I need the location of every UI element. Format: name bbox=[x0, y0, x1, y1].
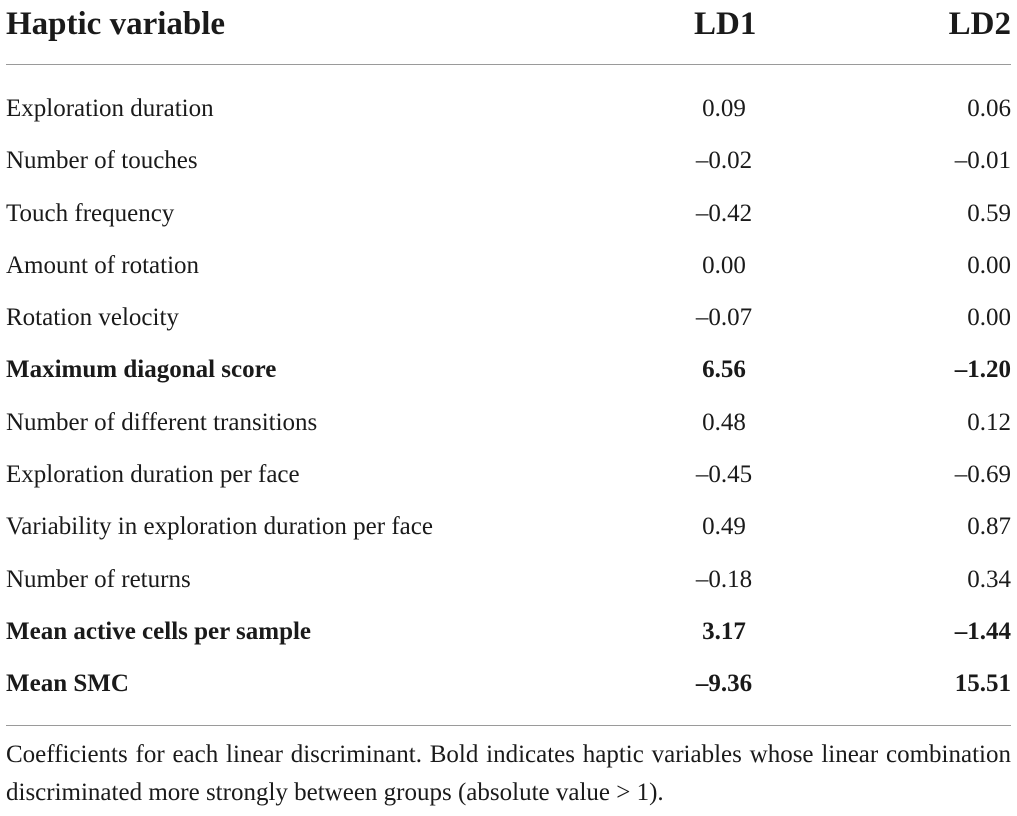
cell-ld2: 0.59 bbox=[967, 199, 1011, 227]
cell-ld1: 0.49 bbox=[702, 513, 746, 541]
cell-variable: Number of touches bbox=[6, 147, 198, 175]
cell-variable: Number of different transitions bbox=[6, 408, 318, 436]
cell-variable: Number of returns bbox=[6, 565, 191, 593]
cell-ld2: 0.12 bbox=[967, 408, 1011, 436]
cell-ld2: 0.00 bbox=[967, 304, 1011, 332]
table-row bbox=[6, 449, 1011, 501]
cell-ld1: –0.02 bbox=[695, 147, 753, 175]
cell-variable: Exploration duration bbox=[6, 95, 214, 122]
cell-ld2: –0.69 bbox=[954, 461, 1011, 489]
coefficient-table bbox=[6, 0, 1011, 812]
cell-ld1: –9.36 bbox=[695, 670, 753, 698]
table-row bbox=[6, 658, 1011, 710]
header-ld1: LD1 bbox=[694, 6, 757, 42]
table-row bbox=[6, 501, 1011, 553]
cell-variable: Mean SMC bbox=[6, 670, 129, 698]
table-row bbox=[6, 606, 1011, 658]
cell-variable: Variability in exploration duration per face bbox=[6, 513, 433, 541]
cell-ld1: 6.56 bbox=[702, 356, 746, 384]
cell-ld2: 15.51 bbox=[954, 670, 1011, 698]
cell-ld1: 0.00 bbox=[702, 251, 746, 279]
cell-ld2: –1.20 bbox=[954, 356, 1011, 384]
cell-ld2: 0.87 bbox=[967, 513, 1011, 541]
cell-ld2: –1.44 bbox=[954, 617, 1011, 645]
cell-ld1: –0.07 bbox=[695, 304, 753, 332]
table-row bbox=[6, 83, 1011, 135]
table-footnote: Coefficients for each linear discriminant. Bold indicates haptic variables whose linear combination discriminated more strongly between groups (absolute value > 1). bbox=[6, 740, 1011, 806]
table-row bbox=[6, 188, 1011, 240]
cell-ld1: 0.09 bbox=[702, 95, 746, 122]
header-haptic-variable: Haptic variable bbox=[6, 6, 226, 42]
table-body bbox=[6, 65, 1011, 726]
table-row bbox=[6, 554, 1011, 606]
cell-ld1: –0.45 bbox=[695, 461, 753, 489]
cell-ld1: 3.17 bbox=[702, 617, 746, 645]
table-row bbox=[6, 397, 1011, 449]
cell-ld1: –0.42 bbox=[695, 199, 753, 227]
header-ld2: LD2 bbox=[948, 6, 1011, 42]
table-row bbox=[6, 240, 1011, 292]
table-header bbox=[6, 0, 1011, 65]
cell-variable: Maximum diagonal score bbox=[6, 356, 277, 384]
cell-variable: Exploration duration per face bbox=[6, 461, 300, 489]
cell-ld1: –0.18 bbox=[695, 565, 753, 593]
table-row bbox=[6, 344, 1011, 396]
cell-ld2: 0.06 bbox=[967, 95, 1011, 122]
table-row bbox=[6, 292, 1011, 344]
cell-ld2: 0.34 bbox=[967, 565, 1011, 593]
cell-variable: Rotation velocity bbox=[6, 304, 179, 332]
cell-variable: Mean active cells per sample bbox=[6, 617, 312, 645]
table-row bbox=[6, 135, 1011, 187]
cell-variable: Touch frequency bbox=[6, 199, 175, 227]
cell-ld2: 0.00 bbox=[967, 251, 1011, 279]
cell-variable: Amount of rotation bbox=[6, 251, 200, 279]
cell-ld1: 0.48 bbox=[702, 408, 746, 436]
cell-ld2: –0.01 bbox=[954, 147, 1011, 175]
